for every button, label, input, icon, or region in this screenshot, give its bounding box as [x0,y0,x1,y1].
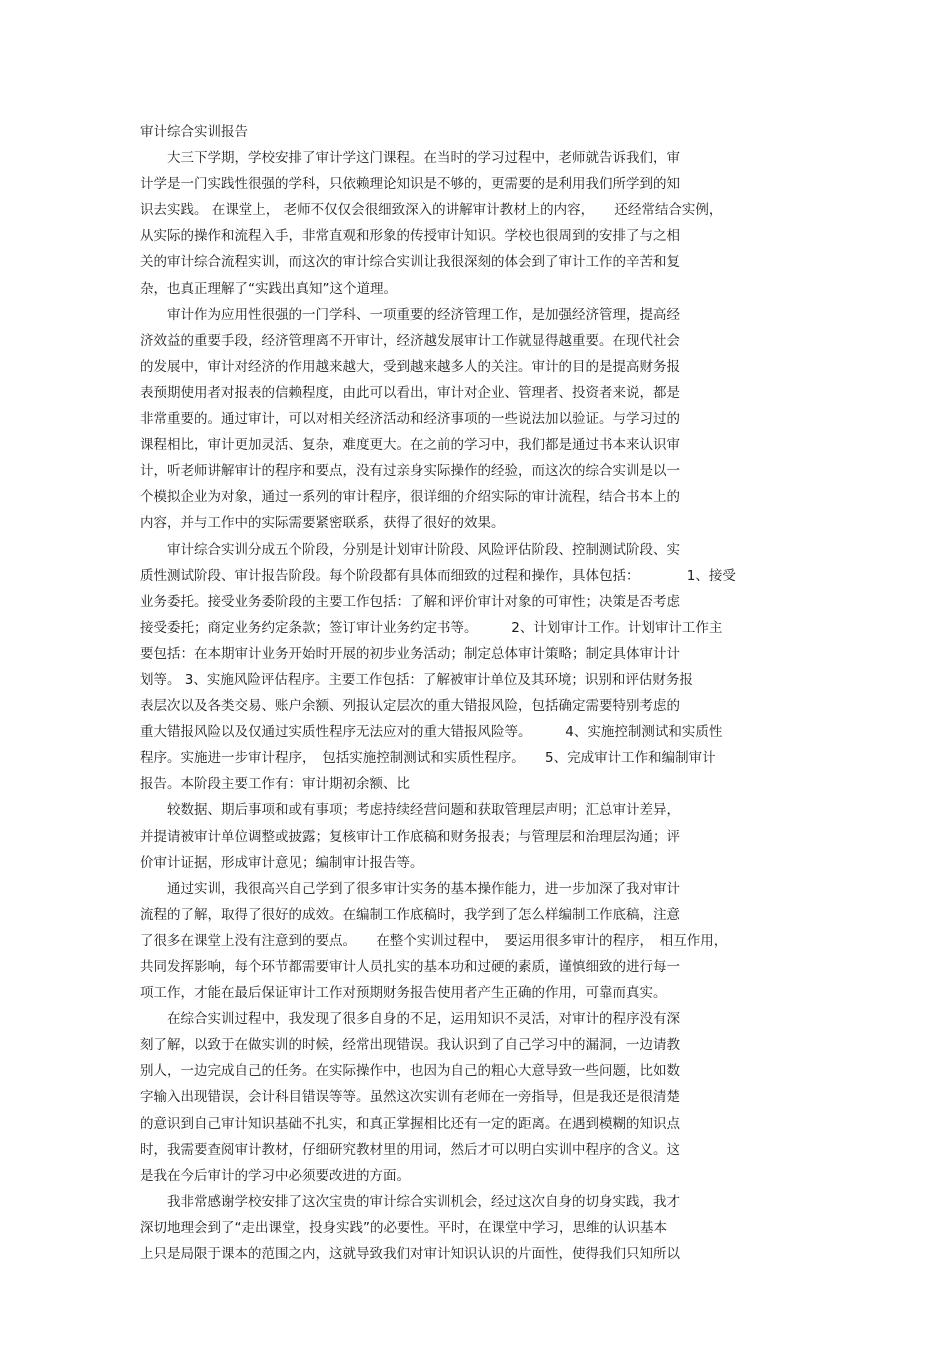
text-line: 重大错报风险以及仅通过实质性程序无法应对的重大错报风险等。 4、实施控制测试和实质性 [140,724,723,741]
text-line: 业务委托。接受业务委阶段的主要工作包括：了解和评价审计对象的可审性；决策是否考虑 [140,593,680,610]
text-line: 报告。本阶段主要工作有：审计期初余额、比 [140,776,410,793]
text-line: 共同发挥影响，每个环节都需要审计人员扎实的基本功和过硬的素质，谨慎细致的进行每一 [140,959,680,975]
text-line: 划等。 3、实施风险评估程序。主要工作包括：了解被审计单位及其环境；识别和评估财务报 [140,671,693,688]
text-line: 我非常感谢学校安排了这次宝贵的审计综合实训机会，经过这次自身的切身实践，我才 [140,1193,680,1210]
text-line: 计，听老师讲解审计的程序和要点，没有过亲身实际操作的经验，而这次的综合实训是以一 [140,463,680,480]
text-line: 在综合实训过程中，我发现了很多自身的不足，运用知识不灵活，对审计的程序没有深 [140,1011,680,1028]
text-line: 字输入出现错误，会计科目错误等等。虽然这次实训有老师在一旁指导，但是我还是很清楚 [140,1089,680,1106]
text-line: 流程的了解，取得了很好的成效。在编制工作底稿时，我学到了怎么样编制工作底稿，注意 [140,906,680,923]
text-line: 程序。实施进一步审计程序， 包括实施控制测试和实质性程序。 5、完成审计工作和编制审计 [140,750,716,767]
text-line: 价审计证据，形成审计意见；编制审计报告等。 [140,854,424,871]
text-line: 时，我需要查阅审计教材，仔细研究教材里的用词，然后才可以明白实训中程序的含义。这 [140,1141,680,1158]
text-line: 是我在今后审计的学习中必须要改进的方面。 [140,1167,410,1184]
text-line: 济效益的重要手段，经济管理离不开审计，经济越发展审计工作就显得越重要。在现代社会 [140,332,680,349]
text-line [140,1267,820,1293]
text-line: 的意识到自己审计知识基础不扎实，和真正掌握相比还有一定的距离。在遇到模糊的知识点 [140,1115,680,1132]
text-line: 内容，并与工作中的实际需要紧密联系，获得了很好的效果。 [140,515,505,532]
text-line: 深切地理会到了“走出课堂，投身实践”的必要性。平时，在课堂中学习，思维的认识基本 [140,1219,667,1236]
text-line: 关的审计综合流程实训，而这次的审计综合实训让我很深刻的体会到了审计工作的辛苦和复 [140,254,680,271]
text-line: 识去实践。 在课堂上， 老师不仅仅会很细致深入的讲解审计教材上的内容， 还经常结合实例， [140,202,723,219]
report-body [140,119,820,1293]
text-line: 审计作为应用性很强的一门学科、一项重要的经济管理工作，是加强经济管理，提高经 [140,306,680,323]
text-line: 从实际的操作和流程入手，非常直观和形象的传授审计知识。学校也很周到的安排了与之相 [140,228,680,245]
text-line: 上只是局限于课本的范围之内，这就导致我们对审计知识认识的片面性，使得我们只知所以 [140,1246,680,1263]
text-line: 杂，也真正理解了“实践出真知”这个道理。 [140,280,397,297]
text-line: 的发展中，审计对经济的作用越来越大，受到越来越多人的关注。审计的目的是提高财务报 [140,358,680,375]
text-line: 接受委托；商定业务约定条款；签订审计业务约定书等。 2、计划审计工作。计划审计工作主 [140,619,723,636]
text-line: 表层次以及各类交易、账户余额、列报认定层次的重大错报风险，包括确定需要特别考虑的 [140,698,680,715]
text-line: 审计综合实训分成五个阶段，分别是计划审计阶段、风险评估阶段、控制测试阶段、实 [140,541,680,558]
text-line: 大三下学期，学校安排了审计学这门课程。在当时的学习过程中，老师就告诉我们，审 [140,150,680,167]
text-line: 刻了解，以致于在做实训的时候，经常出现错误。我认识到了自己学习中的漏洞，一边请教 [140,1037,680,1054]
text-line: 通过实训，我很高兴自己学到了很多审计实务的基本操作能力，进一步加深了我对审计 [140,880,680,897]
report-title: 审计综合实训报告 [140,124,248,140]
text-line: 个模拟企业为对象，通过一系列的审计程序，很详细的介绍实际的审计流程，结合书本上的 [140,489,680,506]
text-line: 非常重要的。通过审计，可以对相关经济活动和经济事项的一些说法加以验证。与学习过的 [140,411,680,428]
text-line: 项工作，才能在最后保证审计工作对预期财务报告使用者产生正确的作用，可靠而真实。 [140,985,667,1002]
text-line: 表预期使用者对报表的信赖程度，由此可以看出，审计对企业、管理者、投资者来说，都是 [140,384,680,401]
text-line: 了很多在课堂上没有注意到的要点。 在整个实训过程中， 要运用很多审计的程序， 相互作用， [140,932,728,949]
text-line: 要包括：在本期审计业务开始时开展的初步业务活动；制定总体审计策略；制定具体审计计 [140,645,680,662]
text-line: 质性测试阶段、审计报告阶段。每个阶段都有具体而细致的过程和操作，具体包括： 1、接受 [140,567,736,584]
text-line: 课程相比，审计更加灵活、复杂，难度更大。在之前的学习中，我们都是通过书本来认识审 [140,437,680,454]
text-line: 较数据、期后事项和或有事项；考虑持续经营问题和获取管理层声明；汇总审计差异， [140,802,680,819]
text-line: 计学是一门实践性很强的学科，只依赖理论知识是不够的，更需要的是利用我们所学到的知 [140,176,680,193]
text-line: 并提请被审计单位调整或披露；复核审计工作底稿和财务报表；与管理层和治理层沟通；评 [140,828,680,845]
text-line: 别人，一边完成自己的任务。在实际操作中，也因为自己的粗心大意导致一些问题，比如数 [140,1063,680,1080]
